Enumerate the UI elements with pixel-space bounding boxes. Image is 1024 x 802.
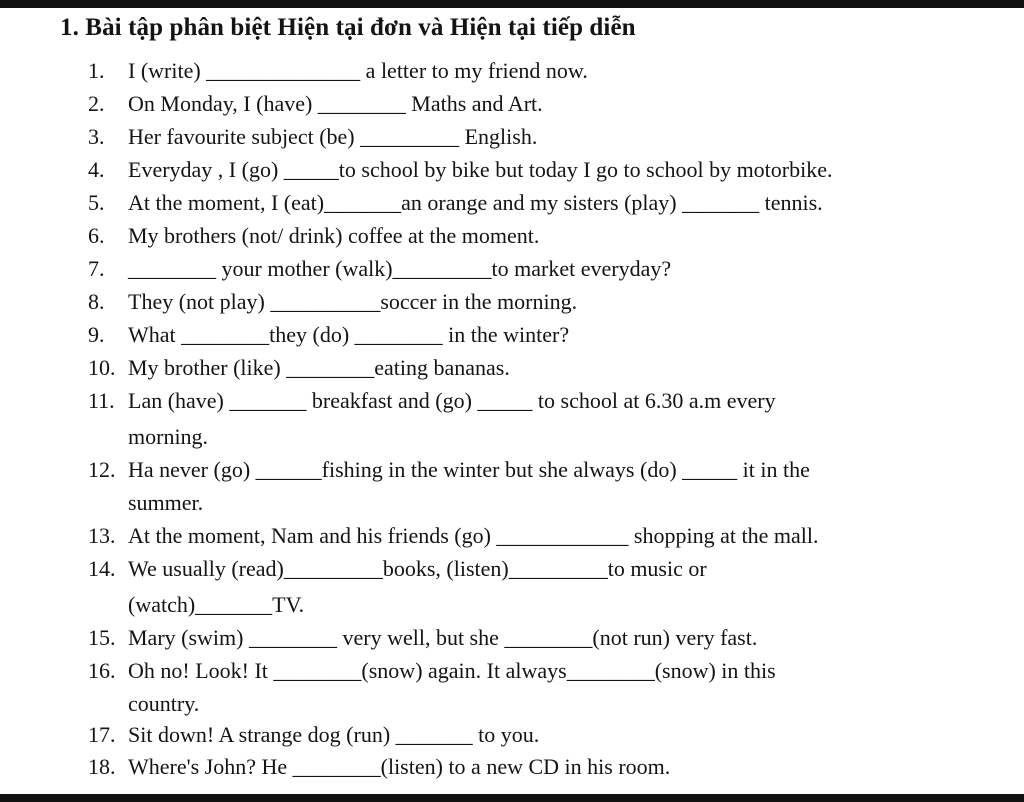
exercise-text: Everyday , I (go) _____to school by bike but today I go to school by motorbike. bbox=[128, 157, 833, 182]
exercise-text-continued: morning. bbox=[128, 424, 209, 449]
exercise-number: 7. bbox=[88, 256, 105, 281]
exercise-text: What ________they (do) ________ in the winter? bbox=[128, 322, 570, 347]
exercise-number: 16. bbox=[88, 658, 116, 683]
exercise-text: They (not play) __________soccer in the morning. bbox=[128, 289, 578, 314]
exercise-number: 4. bbox=[88, 157, 105, 182]
exercise-number: 2. bbox=[88, 91, 105, 116]
exercise-text: Mary (swim) ________ very well, but she ________(not run) very fast. bbox=[128, 625, 758, 650]
exercise-text: Sit down! A strange dog (run) _______ to you. bbox=[128, 722, 540, 747]
exercise-item bbox=[88, 120, 537, 153]
exercise-number: 5. bbox=[88, 190, 105, 215]
exercise-number: 18. bbox=[88, 754, 116, 779]
exercise-item bbox=[88, 153, 833, 186]
exercise-item bbox=[88, 519, 818, 552]
exercise-text-continued: (watch)_______TV. bbox=[128, 592, 305, 617]
exercise-item bbox=[88, 87, 543, 120]
exercise-item bbox=[88, 552, 707, 585]
exercise-number: 13. bbox=[88, 523, 116, 548]
exercise-item bbox=[88, 252, 671, 285]
exercise-item bbox=[88, 54, 588, 87]
exercise-number: 8. bbox=[88, 289, 105, 314]
exercise-text: On Monday, I (have) ________ Maths and Art. bbox=[128, 91, 543, 116]
exercise-item bbox=[88, 384, 776, 417]
exercise-item bbox=[88, 750, 670, 783]
exercise-number: 1. bbox=[88, 58, 105, 83]
worksheet-title: 1. Bài tập phân biệt Hiện tại đơn và Hiện tại tiếp diễn bbox=[60, 14, 636, 41]
exercise-number: 17. bbox=[88, 722, 116, 747]
exercise-text: My brother (like) ________eating bananas. bbox=[128, 355, 510, 380]
exercise-item bbox=[88, 186, 823, 219]
exercise-text: I (write) ______________ a letter to my friend now. bbox=[128, 58, 588, 83]
exercise-text: ________ your mother (walk)_________to market everyday? bbox=[128, 256, 672, 281]
exercise-text: Oh no! Look! It ________(snow) again. It always________(snow) in this bbox=[128, 658, 776, 683]
exercise-number: 3. bbox=[88, 124, 105, 149]
exercise-text: We usually (read)_________books, (listen)_________to music or bbox=[128, 556, 707, 581]
exercise-number: 9. bbox=[88, 322, 105, 347]
exercise-number: 10. bbox=[88, 355, 116, 380]
exercise-number: 6. bbox=[88, 223, 105, 248]
exercise-item bbox=[88, 318, 569, 351]
exercise-item bbox=[88, 718, 539, 751]
exercise-item bbox=[88, 285, 577, 318]
worksheet-page bbox=[0, 8, 1024, 794]
exercise-item bbox=[88, 453, 810, 486]
exercise-text: My brothers (not/ drink) coffee at the moment. bbox=[128, 223, 540, 248]
exercise-text: Ha never (go) ______fishing in the winter but she always (do) _____ it in the bbox=[128, 457, 810, 482]
exercise-text: Lan (have) _______ breakfast and (go) _____ to school at 6.30 a.m every bbox=[128, 388, 776, 413]
exercise-item bbox=[88, 621, 757, 654]
exercise-item bbox=[88, 654, 776, 687]
exercise-text: At the moment, I (eat)_______an orange and my sisters (play) _______ tennis. bbox=[128, 190, 823, 215]
exercise-number: 15. bbox=[88, 625, 116, 650]
exercise-item bbox=[88, 219, 539, 252]
exercise-number: 14. bbox=[88, 556, 116, 581]
exercise-text: Where's John? He ________(listen) to a new CD in his room. bbox=[128, 754, 671, 779]
exercise-text: At the moment, Nam and his friends (go) ____________ shopping at the mall. bbox=[128, 523, 819, 548]
exercise-text: Her favourite subject (be) _________ English. bbox=[128, 124, 538, 149]
exercise-number: 11. bbox=[88, 388, 115, 413]
exercise-number: 12. bbox=[88, 457, 116, 482]
exercise-text-continued: country. bbox=[128, 691, 200, 716]
exercise-item bbox=[88, 351, 510, 384]
exercise-text-continued: summer. bbox=[128, 490, 204, 515]
